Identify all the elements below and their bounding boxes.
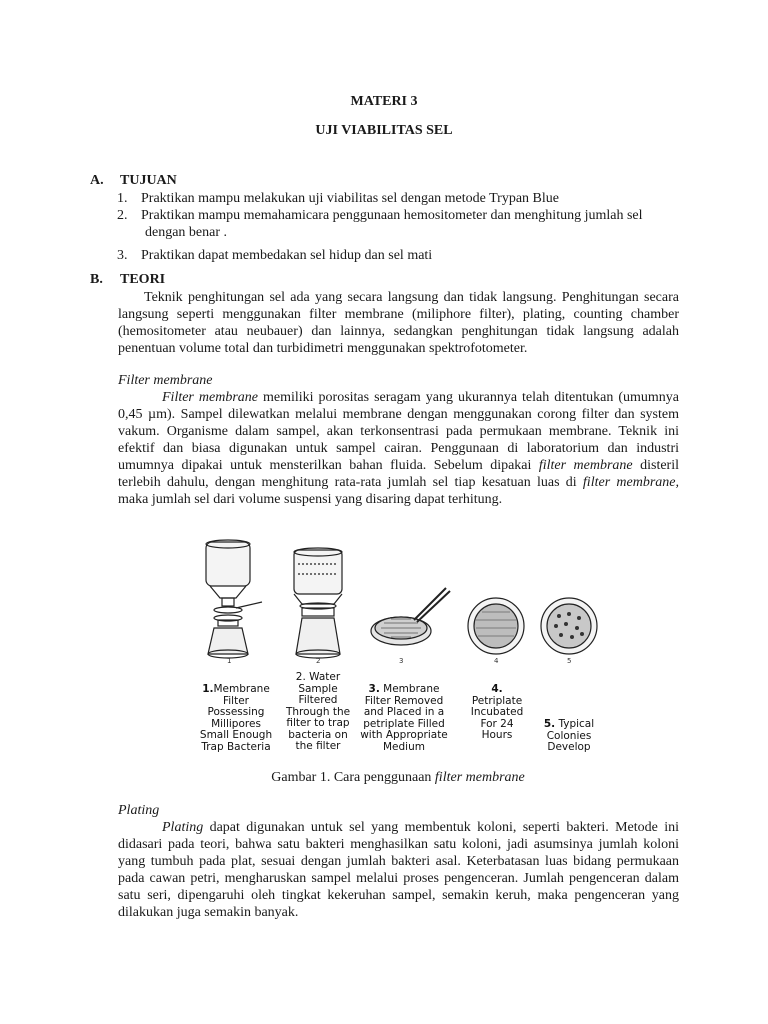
list-item-number: 2.	[117, 208, 128, 223]
step-1-label: 1.Membrane Filter Possessing Millipores Small Enough Trap Bacteria	[199, 683, 273, 753]
filter-membrane-subheading: Filter membrane	[118, 373, 213, 388]
plating-paragraph	[118, 819, 679, 921]
step-number: 4	[494, 657, 499, 665]
petriplate-with-forceps-icon	[371, 588, 450, 645]
list-item-text: Praktikan dapat membedakan sel hidup dan sel mati	[141, 248, 433, 263]
plating-subheading: Plating	[118, 803, 160, 818]
list-item	[117, 207, 682, 241]
filter-membrane-text: disteril terlebih dahulu, dengan menghitung rata-rata jumlah sel tiap kesatuan luas di	[118, 458, 679, 490]
filter-membrane-term: filter membrane,	[582, 475, 679, 490]
list-item-text: Praktikan mampu melakukan uji viabilitas sel dengan metode Trypan Blue	[141, 191, 559, 206]
step-number: 2	[316, 657, 321, 665]
list-item-text: Praktikan mampu memahamicara penggunaan hemositometer dan menghitung jumlah sel	[141, 208, 643, 223]
figure-illustration	[196, 536, 606, 666]
list-item-number: 1.	[117, 191, 128, 206]
step-number: 5	[567, 657, 572, 665]
step-2-label: 2. Water Sample Filtered Through the filter to trap bacteria on the filter	[285, 671, 351, 752]
theory-paragraph	[118, 289, 679, 357]
filter-membrane-paragraph	[118, 389, 679, 508]
figure-caption	[0, 770, 768, 786]
section-a-heading	[90, 173, 177, 189]
section-b-letter: B.	[90, 272, 103, 287]
section-a-letter: A.	[90, 173, 104, 188]
section-a-title: TUJUAN	[120, 173, 177, 188]
theory-text: Teknik penghitungan sel ada yang secara langsung dan tidak langsung. Penghitungan secara langsung seperti menggunakan filter membrane (miliphore filter), plating, counting chamber (hemositometer atau neubauer) dan lainnya, sedangkan penghitungan tidak langsung adalah penentuan volume total dan turbidimetri menggunakan spektrofotometer.	[118, 290, 679, 356]
figure-caption-term: filter membrane	[434, 770, 525, 785]
filter-membrane-term: filter membrane	[538, 458, 633, 473]
step-4-label: 4. Petriplate Incubated For 24 Hours	[470, 683, 524, 741]
plating-term: Plating	[162, 820, 204, 835]
figure-caption-text: Gambar 1. Cara penggunaan	[271, 770, 435, 785]
document-subtitle: UJI VIABILITAS SEL	[315, 123, 453, 138]
document-title: MATERI 3	[350, 94, 418, 109]
list-item-text-continued: dengan benar .	[145, 225, 228, 240]
filter-membrane-text: memiliki porositas seragam yang ukurannya telah ditentukan (umumnya 0,45 µm). Sampel dilewatkan melalui membrane dengan menggunakan corong filter dan system vakum. Organisme dalam sampel, akan terkonsentrasi pada permukaan membrane. Teknik ini efektif dan biasa digunakan untuk sampel cairan. Penggunaan di laboratorium dan industri umumnya dipakai untuk mensterilkan bahan fluida. Sebelum dipakai	[118, 390, 679, 473]
list-item	[117, 190, 682, 207]
section-b-heading	[90, 272, 165, 288]
filtering-apparatus-icon	[294, 548, 342, 658]
step-number: 1	[227, 657, 232, 665]
step-5-label: 5. Typical Colonies Develop	[543, 718, 595, 753]
filter-membrane-text: maka jumlah sel dari volume suspensi yang disaring dapat terhitung.	[118, 492, 503, 507]
step-number: 3	[399, 657, 404, 665]
section-b-title: TEORI	[120, 272, 166, 287]
incubated-petriplate-icon	[468, 598, 524, 654]
plating-text: dapat digunakan untuk sel yang membentuk koloni, seperti bakteri. Metode ini didasari pada teori, bahwa satu bakteri menghasilkan satu koloni, jadi asumsinya jumlah koloni yang tumbuh pada plat, sesuai dengan jumlah bakteri asal. Keterbatasan luas bidang permukaan pada cawan petri, mengharuskan sampel melalui proses pengenceran. Jumlah pengenceran dalam satu seri, dipengaruhi oleh tingkat kekeruhan sampel, semakin keruh, maka pengenceran yang dilakukan juga semakin banyak.	[118, 820, 679, 920]
objectives-list	[117, 190, 682, 264]
list-item-number: 3.	[117, 248, 128, 263]
funnel-apparatus-icon	[206, 540, 262, 658]
step-3-label: 3. Membrane Filter Removed and Placed in a petriplate Filled with Appropriate Medium	[360, 683, 448, 753]
colonies-petriplate-icon	[541, 598, 597, 654]
list-item	[117, 247, 682, 264]
filter-membrane-term: Filter membrane	[162, 390, 258, 405]
filter-membrane-figure	[196, 536, 606, 758]
